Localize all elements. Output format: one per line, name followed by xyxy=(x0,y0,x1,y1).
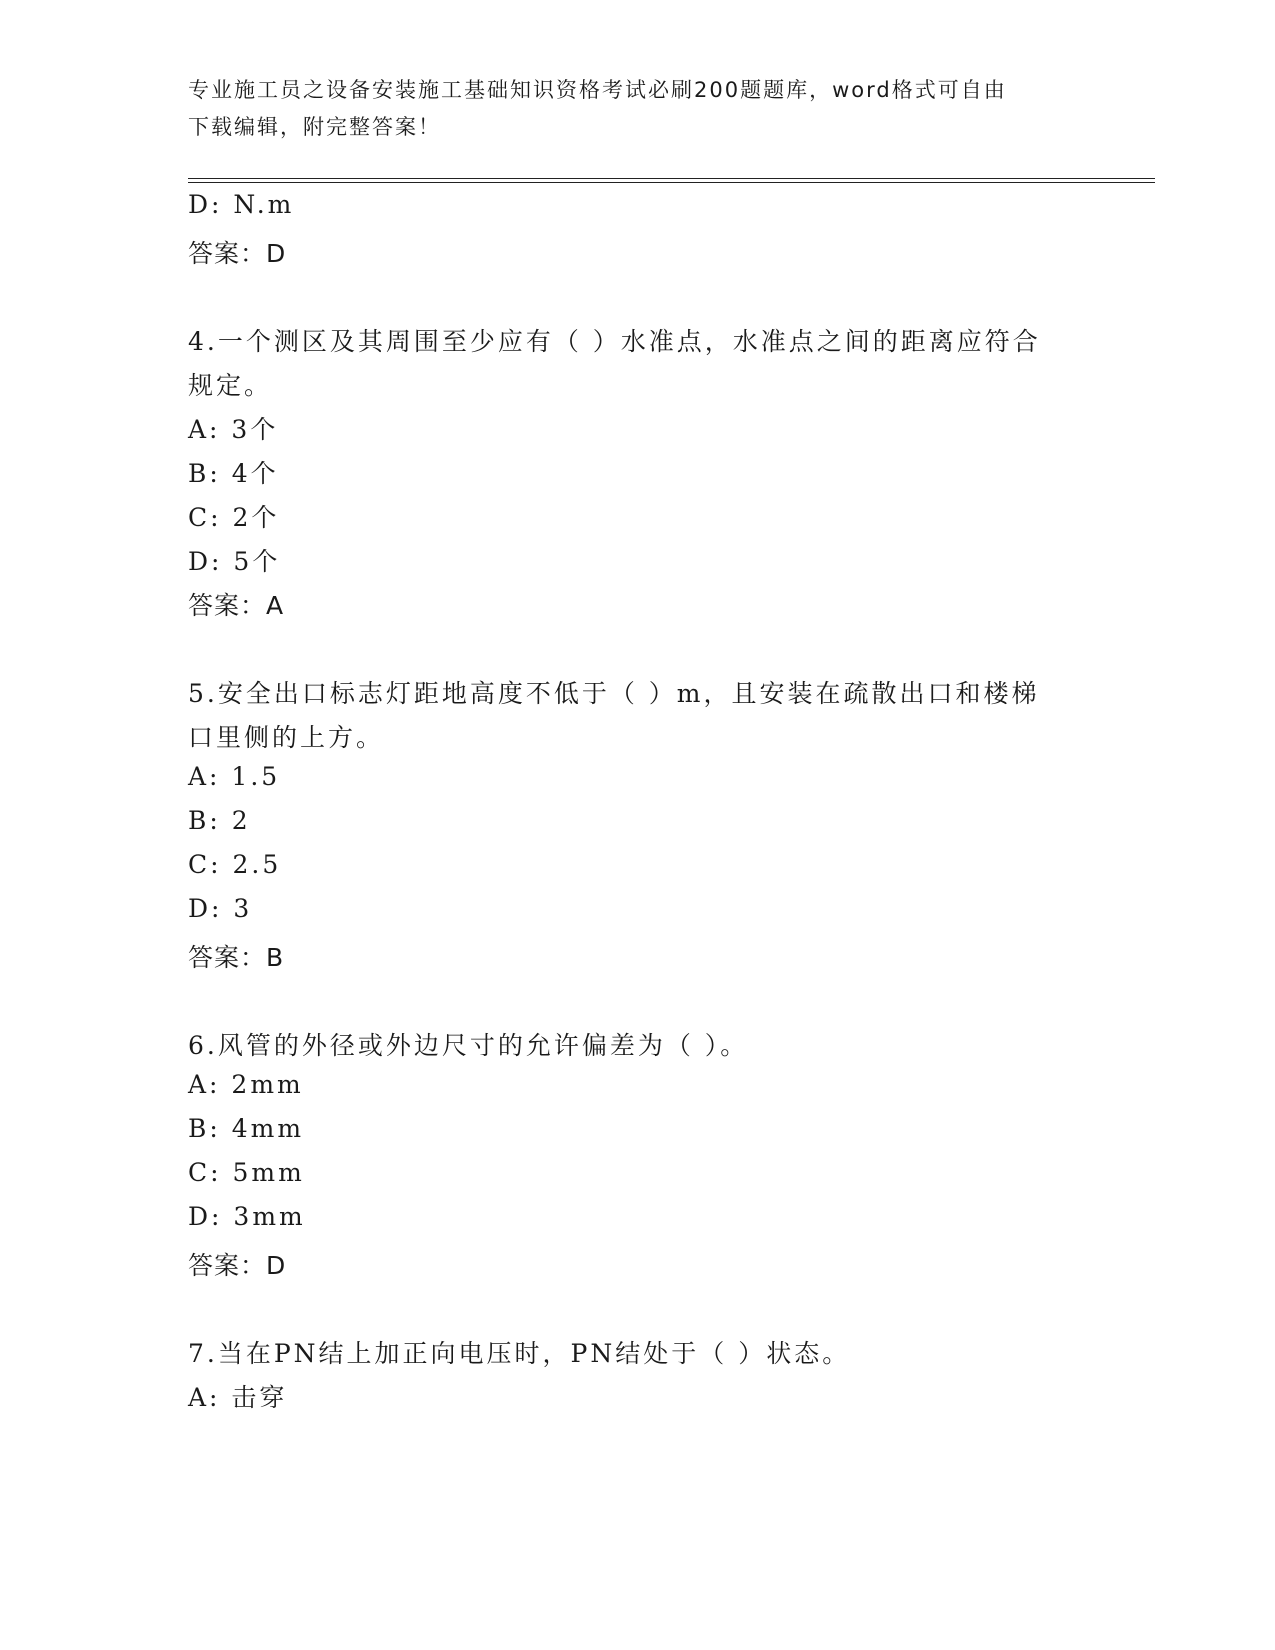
q6-option-d: D: 3mm xyxy=(188,1202,306,1231)
prev-answer: 答案：D xyxy=(188,239,287,268)
q4-stem-line-2: 规定。 xyxy=(188,371,273,400)
header-rule-top xyxy=(188,178,1155,179)
q7-option-a: A: 击穿 xyxy=(188,1383,288,1412)
header-rule-bottom xyxy=(188,182,1155,183)
q6-stem-line-1: 6.风管的外径或外边尺寸的允许偏差为（ ）。 xyxy=(188,1031,749,1060)
q5-option-d: D: 3 xyxy=(188,894,253,923)
q5-option-b: B: 2 xyxy=(188,806,251,835)
q5-option-a: A: 1.5 xyxy=(188,762,281,791)
q6-answer: 答案：D xyxy=(188,1251,287,1280)
q6-option-b: B: 4mm xyxy=(188,1114,305,1143)
header-line-1: 专业施工员之设备安装施工基础知识资格考试必刷200题题库，word格式可自由 xyxy=(188,78,1007,102)
q5-answer: 答案：B xyxy=(188,943,285,972)
q6-option-c: C: 5mm xyxy=(188,1158,305,1187)
q4-option-d: D: 5个 xyxy=(188,547,281,576)
q4-option-b: B: 4个 xyxy=(188,459,279,488)
q4-answer: 答案：A xyxy=(188,591,285,620)
document-header xyxy=(188,72,1068,146)
q5-option-c: C: 2.5 xyxy=(188,850,282,879)
q4-stem-line-1: 4.一个测区及其周围至少应有（ ）水准点，水准点之间的距离应符合 xyxy=(188,327,1041,356)
prev-option-d: D: N.m xyxy=(188,190,295,219)
header-line-2: 下载编辑，附完整答案！ xyxy=(188,115,441,139)
q6-option-a: A: 2mm xyxy=(188,1070,304,1099)
q5-stem-line-2: 口里侧的上方。 xyxy=(188,723,385,752)
q5-stem-line-1: 5.安全出口标志灯距地高度不低于（ ）m，且安装在疏散出口和楼梯 xyxy=(188,679,1040,708)
q4-option-c: C: 2个 xyxy=(188,503,280,532)
q4-option-a: A: 3个 xyxy=(188,415,279,444)
q7-stem-line-1: 7.当在PN结上加正向电压时，PN结处于（ ）状态。 xyxy=(188,1339,851,1368)
